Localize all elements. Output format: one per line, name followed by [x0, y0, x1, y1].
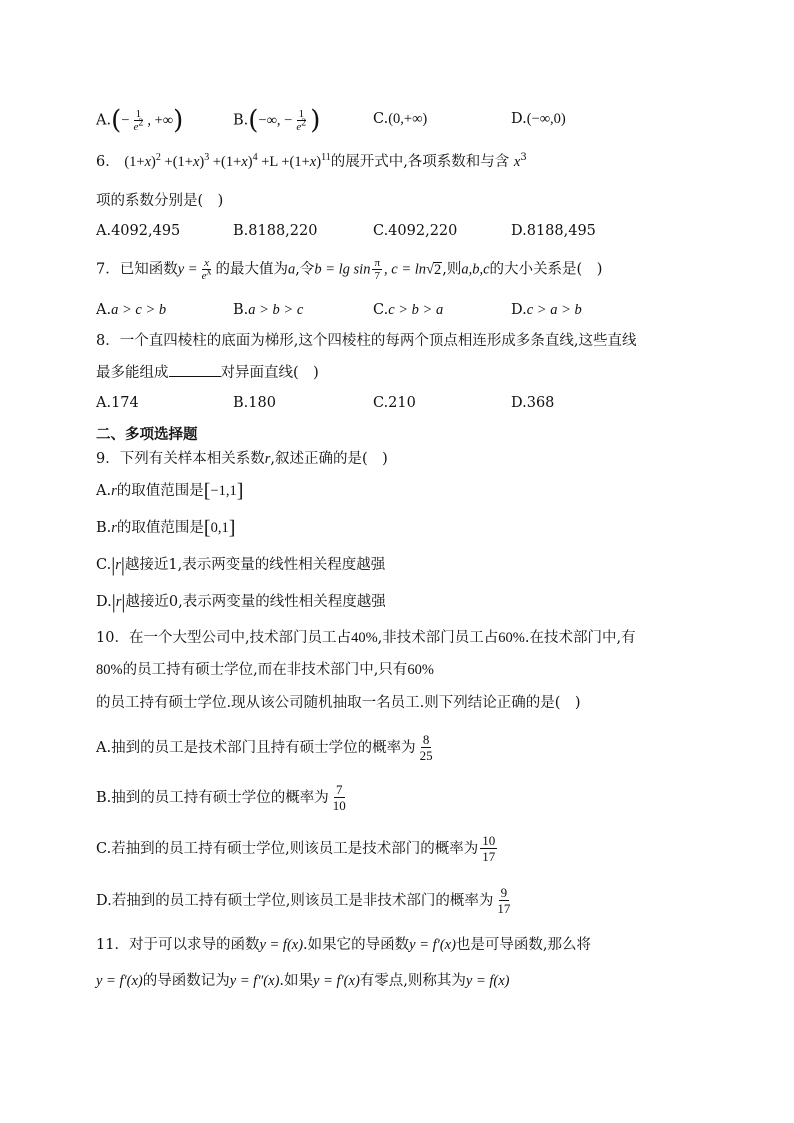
q6-exp11: 11	[321, 152, 331, 164]
q7-frac-num: x	[204, 257, 209, 269]
q8-option-a: A.174	[96, 395, 139, 411]
q11-f6: y = f(x)	[465, 973, 510, 989]
q10-line1-a: 10．在一个大型公司中,技术部门员工占	[96, 630, 352, 646]
q11-f1: y = f(x)	[259, 937, 304, 953]
q5-fraction	[131, 108, 145, 133]
q10-line2-a: 的员工持有硕士学位,而在非技术部门中,只有	[122, 662, 408, 678]
q10-option-a	[96, 733, 437, 763]
q6-stem	[96, 151, 527, 173]
q6-option-d: D.8188,495	[511, 223, 596, 239]
q5-option-c-value: (0,+∞)	[388, 111, 428, 127]
q9-option-d-text: 越接近0,表示两变量的线性相关程度越强	[125, 594, 386, 610]
q7-option-d	[511, 299, 582, 321]
q5-option-c	[373, 108, 427, 130]
q11-f5: y = f′(x)	[313, 973, 360, 989]
q9-option-c-text: 越接近1,表示两变量的线性相关程度越强	[124, 557, 386, 573]
q9-stem-b: ,叙述正确的是( )	[270, 451, 388, 467]
q7-stem-a: 已知函数	[119, 261, 178, 278]
q11-f3: y = f′(x)	[96, 973, 143, 989]
q7-frac-den: e	[201, 270, 207, 282]
q5-option-b-label: B.	[233, 112, 249, 129]
q7-stem: 7．已知函数y = $\frac{x}{e^x}$ 的最大值为a,令b = lg sin $\frac{\pi}{7}$ , c = ln√2,则a,b,c的大小关系是( )	[96, 257, 603, 282]
q7-sqrt-arg: 2	[434, 261, 442, 278]
q7-stem-d: ,则	[442, 261, 462, 278]
q7-stem-b: 的最大值为	[215, 261, 288, 278]
q8-stem-line2	[96, 361, 319, 384]
q8-option-c: C.210	[373, 395, 416, 411]
q6-stem-tail: 的展开式中,各项系数和与含	[330, 154, 510, 170]
q11-stem-line1	[96, 934, 591, 956]
q9-var: r	[264, 451, 271, 467]
q6-expression: $(1+x)^2 +(1+x)^3 +(1+x)^4 +L +(1+x)^{11}$	[124, 152, 331, 170]
q10-p1: 40%	[351, 630, 378, 646]
q9-option-c: C.|r|越接近1,表示两变量的线性相关程度越强	[96, 554, 386, 576]
q7-number: 7．	[96, 261, 120, 278]
q5-option-c-label: C.	[373, 111, 389, 127]
q7-stem-e: 的大小关系是( )	[489, 261, 603, 278]
q5-option-b: B.(−∞, − $\frac{1}{e^2}$ )	[233, 105, 321, 136]
q7-pi-fraction	[372, 257, 382, 282]
q11-line2-b: .如果	[279, 973, 314, 989]
q8-option-b: B.180	[233, 395, 276, 411]
q10-option-a-den: 25	[419, 748, 433, 763]
q6-option-b: B.8188,220	[233, 223, 318, 239]
q10-option-a-text: A.抽到的员工是技术部门且持有硕士学位的概率为	[96, 740, 416, 756]
q11-line1-c: 也是可导函数,那么将	[455, 937, 592, 953]
q5-option-d-label: D.	[511, 111, 527, 127]
q5-option-a-label: A.	[96, 112, 112, 129]
q7-option-c	[373, 299, 443, 321]
q9-option-a: A.r的取值范围是[−1,1]	[96, 480, 244, 502]
q10-option-b	[96, 783, 350, 813]
q7-b-def: b = lg sin	[314, 261, 371, 278]
q8-stem-line2-b: 对异面直线( )	[220, 365, 319, 381]
q6-option-c: C.4092,220	[373, 223, 458, 239]
q7-option-a-label: A.	[96, 302, 112, 318]
q9-stem	[96, 448, 388, 470]
q7-option-d-expr: c > a > b	[526, 302, 582, 318]
q11-line1-b: .如果它的导函数	[303, 937, 410, 953]
q8-option-d: D.368	[511, 395, 555, 411]
q9-option-a-text: 的取值范围是	[116, 483, 204, 499]
q9-option-d-label: D.	[96, 594, 112, 610]
q7-func-lhs: y =	[177, 261, 198, 278]
q5-frac-den: e	[133, 121, 139, 133]
q9-stem-a: 9．下列有关样本相关系数	[96, 451, 265, 467]
q10-option-b-den: 10	[332, 798, 346, 813]
q10-stem-line2	[96, 659, 434, 681]
q5-frac-num: 1	[135, 108, 142, 120]
q7-var-a: a	[287, 261, 296, 278]
q5-option-b-prefix: −∞, −	[258, 112, 293, 129]
q11-line2-c: 有零点,则称其为	[359, 973, 466, 989]
q6-option-a: A.4092,495	[96, 223, 181, 239]
q6-ellipsis: L	[269, 154, 278, 170]
q6-number: 6．	[96, 154, 120, 170]
q9-option-d: D.|r|越接近0,表示两变量的线性相关程度越强	[96, 591, 386, 613]
q11-f4: y = f″(x)	[229, 973, 280, 989]
q10-stem-line1	[96, 627, 636, 649]
q10-option-d-num: 9	[500, 885, 508, 900]
q10-p3: 80%	[96, 662, 123, 678]
q10-stem-line3: 的员工持有硕士学位.现从该公司随机抽取一名员工.则下列结论正确的是( )	[96, 695, 581, 711]
q10-option-c-text: C.若抽到的员工持有硕士学位,则该员工是技术部门的概率为	[96, 841, 479, 857]
q6-x3-exp: 3	[520, 152, 527, 164]
q9-option-a-label: A.	[96, 483, 112, 499]
q7-pi-num: π	[374, 257, 381, 269]
q7-option-a-expr: a > c > b	[111, 302, 167, 318]
q7-option-b-expr: a > b > c	[248, 302, 304, 318]
q5-option-d-value: (−∞,0)	[526, 111, 566, 127]
q7-vars: a,b,c	[461, 261, 490, 278]
q7-option-c-label: C.	[373, 302, 389, 318]
q5-option-a: A.(− $\frac{1}{e^2}$ , +∞)	[96, 105, 184, 136]
q8-stem-line1: 8．一个直四棱柱的底面为梯形,这个四棱柱的每两个顶点相连形成多条直线,这些直线	[96, 333, 637, 349]
q10-option-a-num: 8	[422, 732, 430, 747]
q7-option-b-label: B.	[233, 302, 249, 318]
q5-option-d	[511, 108, 566, 130]
q7-option-c-expr: c > b > a	[388, 302, 444, 318]
q7-stem-c: ,令	[295, 261, 315, 278]
q10-option-d-text: D.若抽到的员工持有硕士学位,则该员工是非技术部门的概率为	[96, 893, 494, 909]
q10-option-b-text: B.抽到的员工持有硕士学位的概率为	[96, 790, 329, 806]
section-heading-multiple-choice: 二、多项选择题	[96, 427, 198, 443]
q8-stem-line2-a: 最多能组成	[96, 365, 169, 381]
q6-exp4: 4	[252, 152, 258, 164]
q7-fraction	[200, 257, 214, 282]
q6-exp2: 2	[155, 152, 161, 164]
q11-line1-a: 11．对于可以求导的函数	[96, 937, 260, 953]
q7-option-a	[96, 299, 166, 321]
q9-option-a-range: −1,1	[210, 483, 237, 499]
q10-p2: 60%	[498, 630, 525, 646]
q10-option-b-num: 7	[336, 782, 343, 797]
q10-option-d	[96, 886, 514, 916]
q9-option-c-label: C.	[96, 557, 112, 573]
q8-answer-blank	[169, 361, 221, 377]
q6-x3-base: x	[513, 154, 521, 170]
q5-frac-den-exp: 2	[138, 117, 144, 129]
q10-line1-b: ,非技术部门员工占	[377, 630, 499, 646]
q9-option-b: B.r的取值范围是[0,1]	[96, 517, 236, 539]
q10-option-c	[96, 834, 499, 864]
q9-option-b-range: 0,1	[210, 520, 229, 536]
q11-stem-line2	[96, 970, 509, 992]
q7-pi-den: 7	[374, 270, 380, 282]
q7-frac-den-exp: x	[206, 266, 212, 278]
q10-option-d-den: 17	[497, 901, 511, 916]
q10-line1-c: .在技术部门中,有	[524, 630, 636, 646]
q7-c-def: , c = ln	[384, 261, 427, 278]
q6-exp3: 3	[204, 152, 210, 164]
q7-option-d-label: D.	[511, 302, 527, 318]
q10-option-c-den: 17	[482, 849, 496, 864]
q7-option-b	[233, 299, 303, 321]
q9-option-b-label: B.	[96, 520, 112, 536]
q6-stem-line2: 项的系数分别是( )	[96, 193, 224, 209]
q11-f2: y = f′(x)	[409, 937, 456, 953]
q10-p4: 60%	[407, 662, 434, 678]
q10-option-c-num: 10	[482, 833, 496, 848]
q11-line2-a: 的导函数记为	[142, 973, 230, 989]
